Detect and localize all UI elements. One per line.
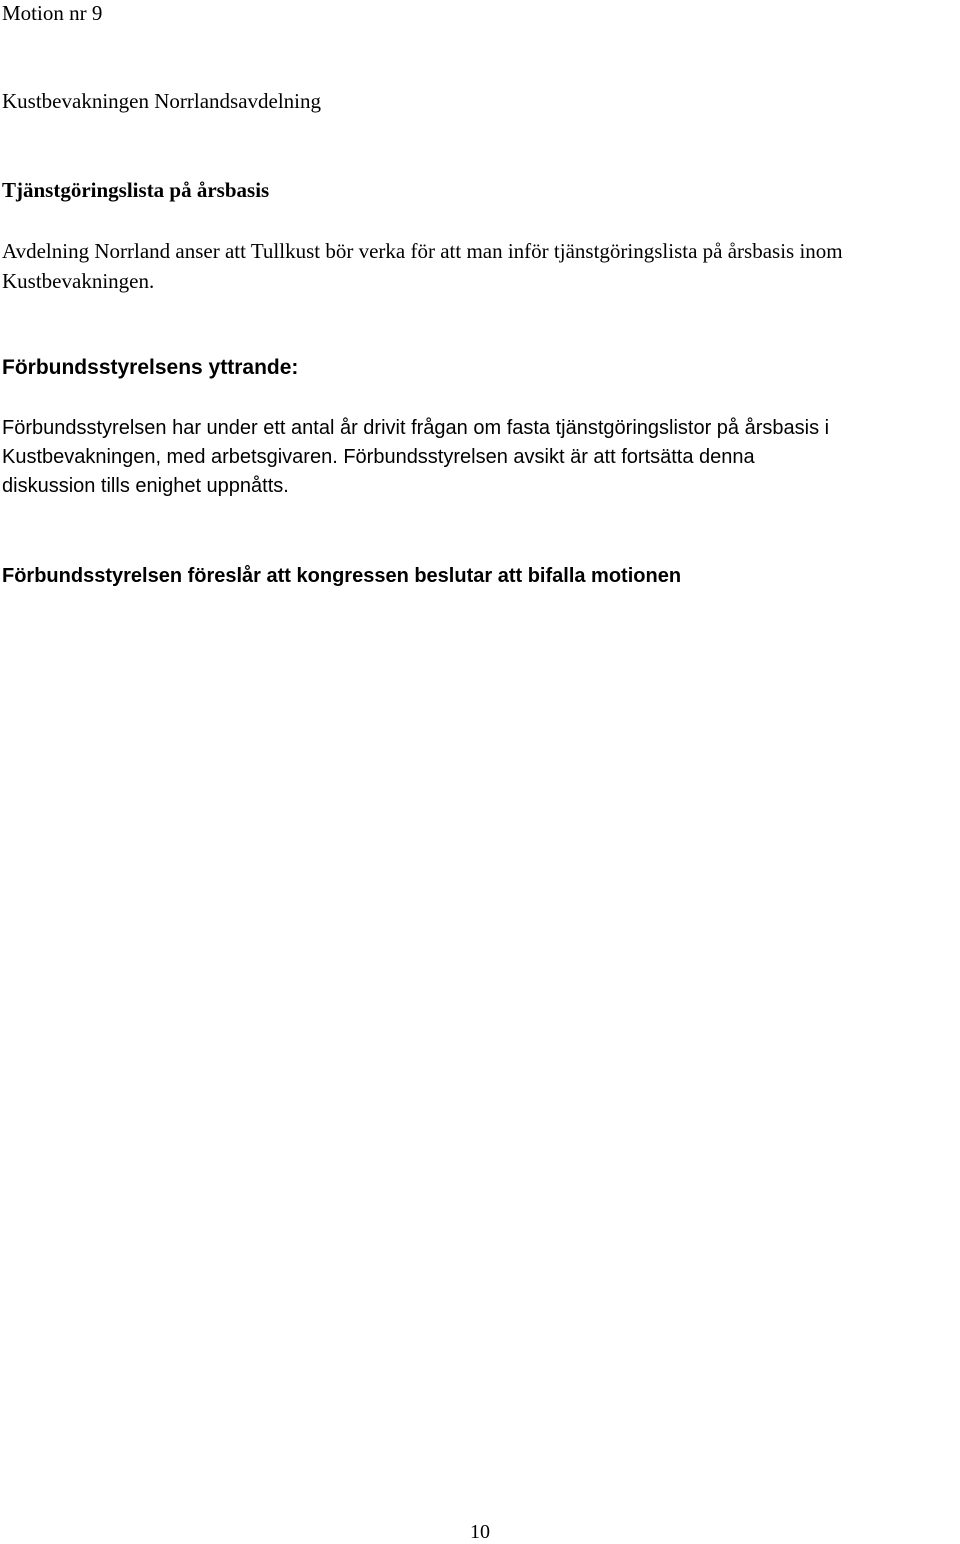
department-name: Kustbevakningen Norrlandsavdelning [2, 89, 322, 113]
statement-line: Förbundsstyrelsen har under ett antal år drivit frågan om fasta tjänstgöringslistor på årsbasis i [2, 417, 830, 439]
statement-line: diskussion tills enighet uppnåtts. [2, 475, 289, 497]
proposal-text: Förbundsstyrelsen föreslår att kongressen beslutar att bifalla motionen [2, 565, 682, 587]
statement-heading: Förbundsstyrelsens yttrande: [2, 356, 299, 379]
motion-body: Avdelning Norrland anser att Tullkust bör verka för att man inför tjänstgöringslista på årsbasis inom Kustbevakningen. [2, 239, 843, 293]
statement-line: Kustbevakningen, med arbetsgivaren. Förbundsstyrelsen avsikt är att fortsätta denna [2, 446, 755, 468]
motion-title: Motion nr 9 [2, 1, 103, 25]
statement-body [2, 414, 829, 501]
motion-heading: Tjänstgöringslista på årsbasis [2, 178, 270, 202]
page-number: 10 [470, 1521, 490, 1543]
